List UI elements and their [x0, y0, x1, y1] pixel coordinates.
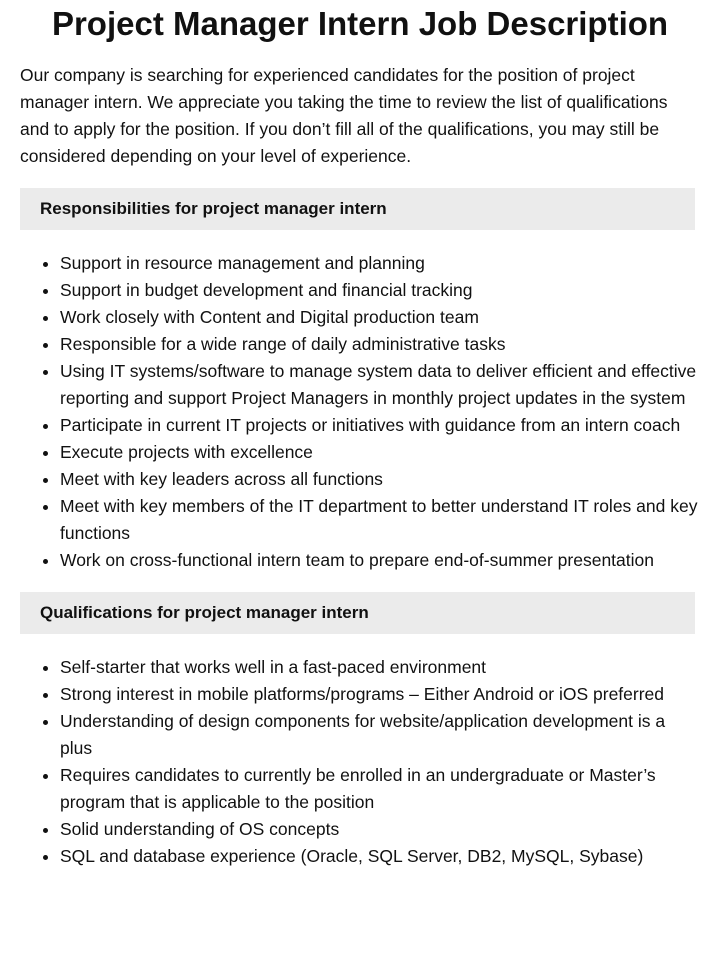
- list-item: • Strong interest in mobile platforms/programs – Either Android or iOS preferred: [60, 681, 700, 708]
- list-item: • Work closely with Content and Digital production team: [60, 304, 700, 331]
- list-item: • Support in resource management and planning: [60, 250, 700, 277]
- section-list: [20, 250, 700, 574]
- sections: [0, 188, 720, 870]
- section-heading: Responsibilities for project manager intern: [20, 188, 695, 230]
- list-item: • Requires candidates to currently be enrolled in an undergraduate or Master’s program that is applicable to the position: [60, 762, 700, 816]
- list-item: • Understanding of design components for website/application development is a plus: [60, 708, 700, 762]
- section-heading: Qualifications for project manager intern: [20, 592, 695, 634]
- list-item: • Meet with key leaders across all functions: [60, 466, 700, 493]
- list-item: • Support in budget development and financial tracking: [60, 277, 700, 304]
- section-list: [20, 654, 700, 870]
- list-item: • Meet with key members of the IT department to better understand IT roles and key functions: [60, 493, 700, 547]
- list-item: • Self-starter that works well in a fast-paced environment: [60, 654, 700, 681]
- page-title: Project Manager Intern Job Description: [51, 5, 669, 42]
- list-item: • Work on cross-functional intern team to prepare end-of-summer presentation: [60, 547, 700, 574]
- list-item: • SQL and database experience (Oracle, SQL Server, DB2, MySQL, Sybase): [60, 843, 700, 870]
- list-item: • Using IT systems/software to manage system data to deliver efficient and effective reporting and support Project Managers in monthly project updates in the system: [60, 358, 700, 412]
- list-item: • Solid understanding of OS concepts: [60, 816, 700, 843]
- list-item: • Execute projects with excellence: [60, 439, 700, 466]
- list-item: • Participate in current IT projects or initiatives with guidance from an intern coach: [60, 412, 700, 439]
- intro-paragraph: Our company is searching for experienced candidates for the position of project manager intern. We appreciate you taking the time to review the list of qualifications and to apply for the position. If you don’t fill all of the qualifications, you may still be considered depending on your level of experience.: [20, 65, 668, 166]
- list-item: • Responsible for a wide range of daily administrative tasks: [60, 331, 700, 358]
